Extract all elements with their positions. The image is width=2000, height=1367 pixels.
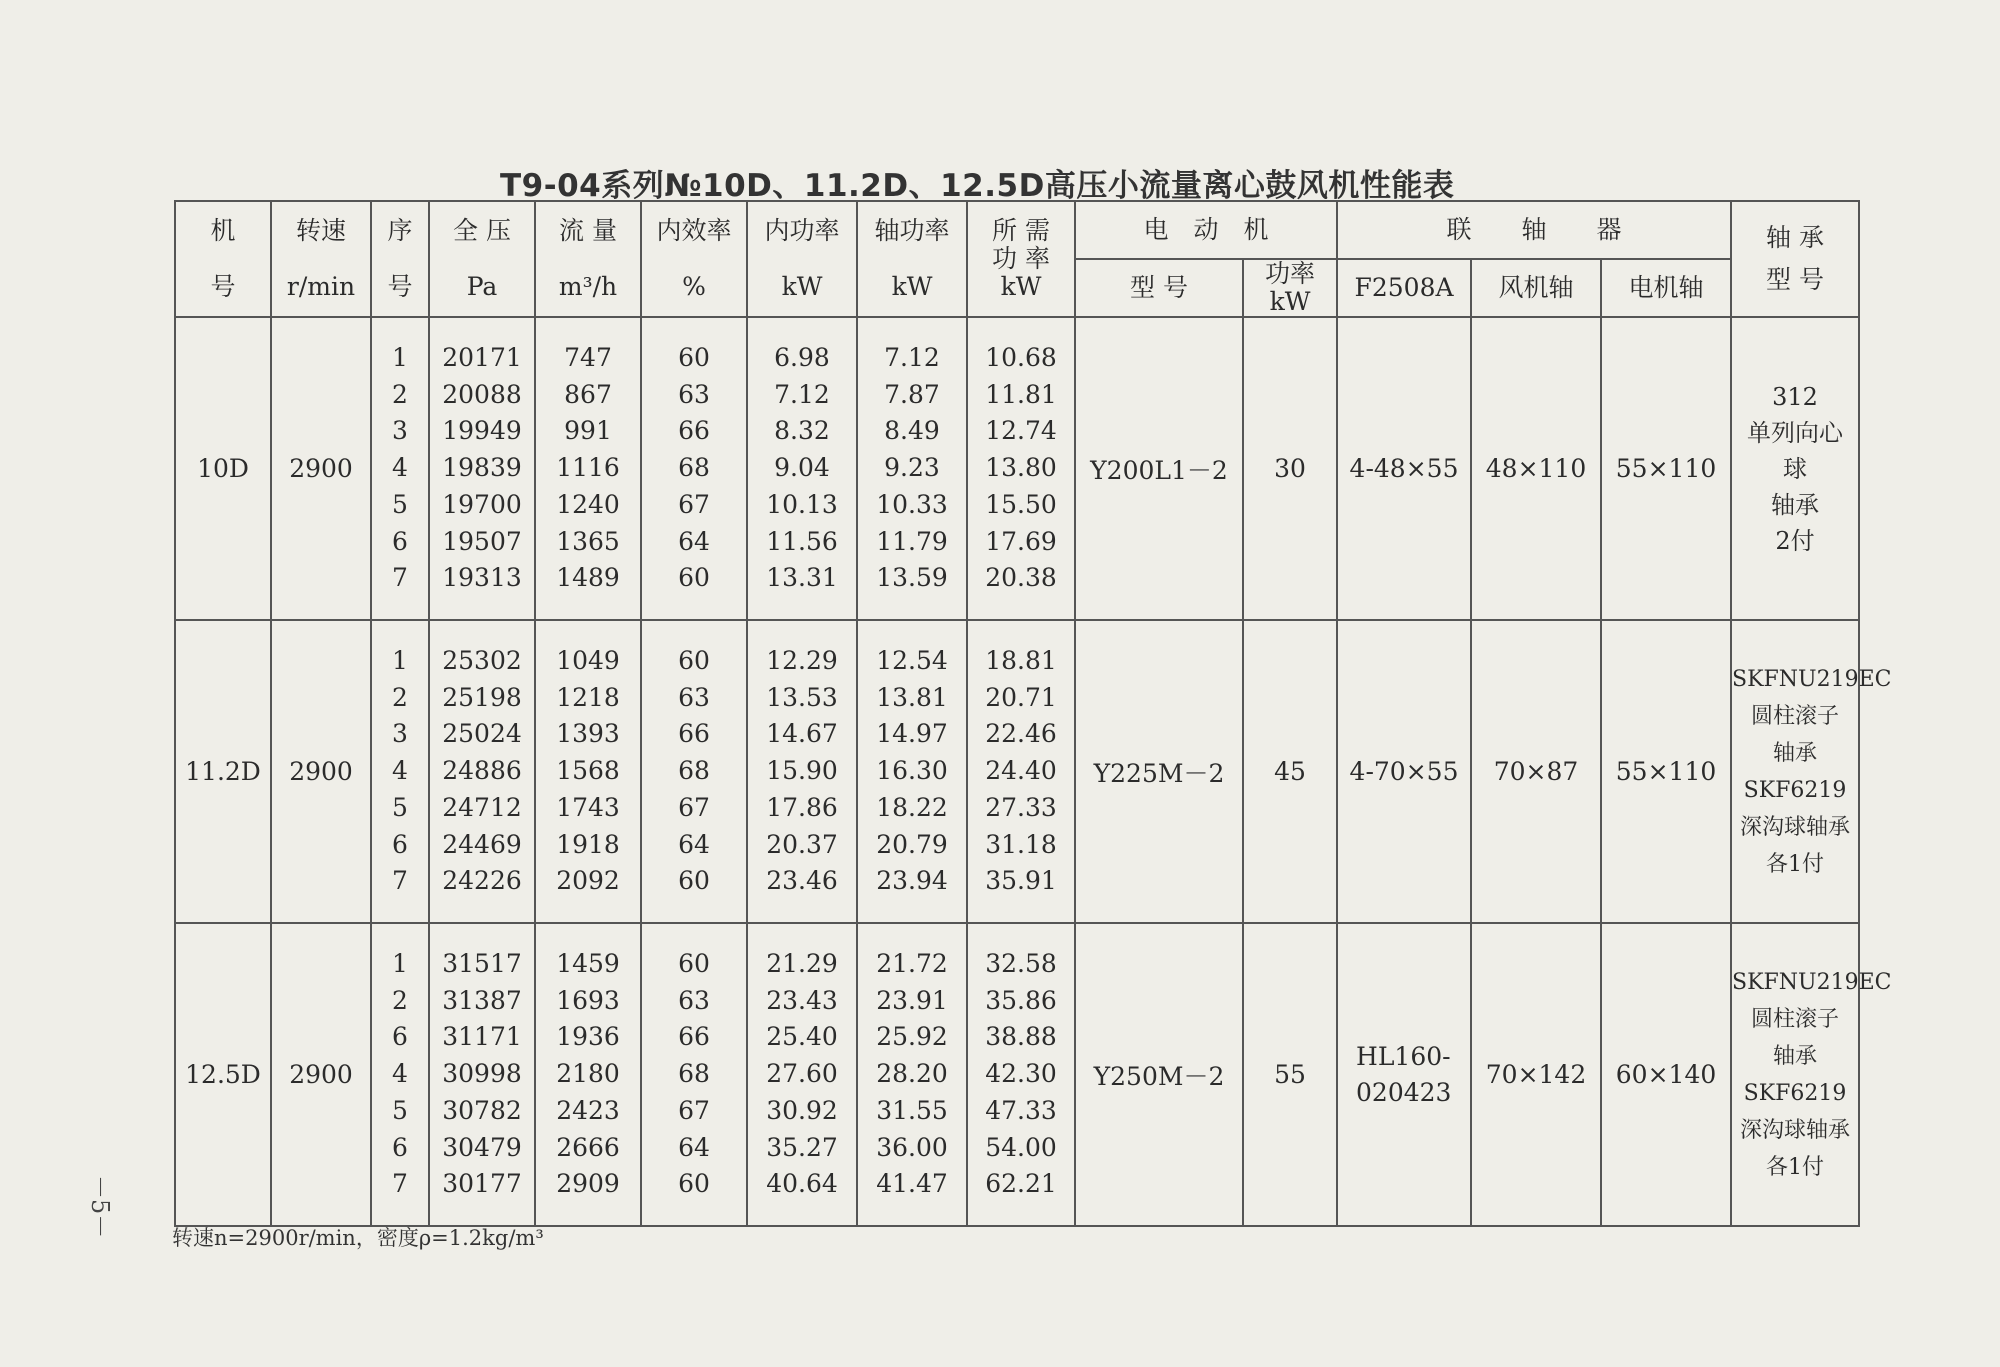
bearing-line: 各1付 <box>1766 1154 1825 1180</box>
cell-value: 62.21 <box>985 1169 1057 1199</box>
cell-value: 2092 <box>556 866 620 896</box>
cell-value: 66 <box>678 416 710 446</box>
cell-motor-power: 55 <box>1243 923 1337 1226</box>
header-required-power: 所 需 功 率 kW <box>967 201 1075 317</box>
cell-value: 9.04 <box>774 453 830 483</box>
cell-value: 10.33 <box>876 489 948 519</box>
cell-value: 25302 <box>442 645 522 675</box>
cell-value: 31.55 <box>876 1095 948 1125</box>
cell-inner-power <box>747 620 857 923</box>
cell-machine: 12.5D <box>175 923 271 1226</box>
cell-value: 11.79 <box>876 526 948 556</box>
cell-value: 23.46 <box>766 866 838 896</box>
cell-value: 13.53 <box>766 682 838 712</box>
cell-value: 15.90 <box>766 756 838 786</box>
cell-value: 6 <box>392 526 408 556</box>
cell-value: 30.92 <box>766 1095 838 1125</box>
cell-value: 12.54 <box>876 645 948 675</box>
cell-value: 64 <box>678 829 710 859</box>
cell-value: 64 <box>678 1132 710 1162</box>
header-pressure: 全 压 Pa <box>429 201 535 317</box>
cell-value: 7 <box>392 563 408 593</box>
bearing-line: SKFNU219EC <box>1732 969 1892 995</box>
cell-value: 7 <box>392 1169 408 1199</box>
cell-motor-model: Y200L1－2 <box>1075 317 1243 620</box>
cell-value: 12.74 <box>985 416 1057 446</box>
cell-value: 60 <box>678 948 710 978</box>
cell-value: 24886 <box>442 756 522 786</box>
cell-value: 35.86 <box>985 985 1057 1015</box>
cell-value: 60 <box>678 342 710 372</box>
cell-value: 68 <box>678 756 710 786</box>
cell-value: 2180 <box>556 1059 620 1089</box>
cell-inner-power <box>747 317 857 620</box>
cell-value: 25024 <box>442 719 522 749</box>
cell-value: 20.38 <box>985 563 1057 593</box>
footnote: 转速n=2900r/min，密度ρ=1.2kg/m³ <box>172 1226 544 1250</box>
page-number: －5－ <box>86 1175 114 1239</box>
cell-value: 35.27 <box>766 1132 838 1162</box>
cell-value: 42.30 <box>985 1059 1057 1089</box>
cell-shaft-power <box>857 923 967 1226</box>
header-motor-model: 型 号 <box>1075 259 1243 317</box>
bearing-line: 单列向心 <box>1747 418 1844 447</box>
cell-value: 11.56 <box>766 526 838 556</box>
cell-value: 20.79 <box>876 829 948 859</box>
cell-value: 18.81 <box>985 645 1057 675</box>
cell-inner-power <box>747 923 857 1226</box>
cell-bearing <box>1731 317 1859 620</box>
table-row <box>175 317 1859 620</box>
cell-fan-shaft: 48×110 <box>1471 317 1601 620</box>
cell-flow <box>535 620 641 923</box>
cell-value: 19949 <box>442 416 522 446</box>
cell-value: 60 <box>678 866 710 896</box>
cell-value: 36.00 <box>876 1132 948 1162</box>
cell-value: 10.68 <box>985 342 1057 372</box>
cell-value: 23.91 <box>876 985 948 1015</box>
cell-value: 5 <box>392 792 408 822</box>
bearing-line: 轴承 <box>1773 740 1818 766</box>
table-row <box>175 620 1859 923</box>
cell-value: 32.58 <box>985 948 1057 978</box>
cell-value: 60 <box>678 563 710 593</box>
cell-value: 7 <box>392 866 408 896</box>
cell-value: 68 <box>678 1059 710 1089</box>
cell-value: 14.67 <box>766 719 838 749</box>
cell-value: 20.71 <box>985 682 1057 712</box>
cell-value: 27.33 <box>985 792 1057 822</box>
cell-speed: 2900 <box>271 317 371 620</box>
cell-value: 13.80 <box>985 453 1057 483</box>
cell-value: 6 <box>392 1022 408 1052</box>
header-inner-power: 内功率 kW <box>747 201 857 317</box>
cell-motor-shaft: 55×110 <box>1601 317 1731 620</box>
cell-value: 47.33 <box>985 1095 1057 1125</box>
cell-value: 867 <box>564 379 612 409</box>
cell-value: 2 <box>392 985 408 1015</box>
cell-flow <box>535 317 641 620</box>
cell-value: 7.12 <box>884 342 940 372</box>
cell-value: 1240 <box>556 489 620 519</box>
cell-value: 1568 <box>556 756 620 786</box>
header-shaft-power: 轴功率 kW <box>857 201 967 317</box>
cell-value: 64 <box>678 526 710 556</box>
cell-value: 31387 <box>442 985 522 1015</box>
cell-speed: 2900 <box>271 923 371 1226</box>
cell-value: 747 <box>564 342 612 372</box>
header-bearing: 轴 承 型 号 <box>1731 201 1859 317</box>
cell-fan-shaft: 70×142 <box>1471 923 1601 1226</box>
cell-value: 63 <box>678 379 710 409</box>
cell-value: 25.92 <box>876 1022 948 1052</box>
cell-required-power <box>967 317 1075 620</box>
header-seq: 序 号 <box>371 201 429 317</box>
cell-value: 1218 <box>556 682 620 712</box>
cell-value: 41.47 <box>876 1169 948 1199</box>
cell-value: 1116 <box>556 453 620 483</box>
cell-required-power <box>967 923 1075 1226</box>
cell-value: 60 <box>678 645 710 675</box>
cell-value: 1936 <box>556 1022 620 1052</box>
cell-value: 991 <box>564 416 612 446</box>
cell-seq <box>371 620 429 923</box>
cell-machine: 10D <box>175 317 271 620</box>
performance-table <box>174 200 1892 1227</box>
table-row <box>175 923 1859 1226</box>
cell-value: 31.18 <box>985 829 1057 859</box>
cell-seq <box>371 923 429 1226</box>
cell-value: 2423 <box>556 1095 620 1125</box>
cell-value: 6.98 <box>774 342 830 372</box>
cell-value: 18.22 <box>876 792 948 822</box>
cell-coupling: HL160-020423 <box>1337 923 1471 1226</box>
cell-value: 24712 <box>442 792 522 822</box>
cell-machine: 11.2D <box>175 620 271 923</box>
header-speed: 转速 r/min <box>271 201 371 317</box>
cell-value: 1 <box>392 948 408 978</box>
cell-value: 19700 <box>442 489 522 519</box>
bearing-line: 312 <box>1772 382 1818 411</box>
cell-flow <box>535 923 641 1226</box>
cell-value: 5 <box>392 489 408 519</box>
cell-coupling: 4-48×55 <box>1337 317 1471 620</box>
cell-value: 19313 <box>442 563 522 593</box>
cell-value: 67 <box>678 1095 710 1125</box>
bearing-line: 2付 <box>1775 526 1815 555</box>
cell-value: 20171 <box>442 342 522 372</box>
cell-value: 24469 <box>442 829 522 859</box>
cell-value: 15.50 <box>985 489 1057 519</box>
cell-value: 60 <box>678 1169 710 1199</box>
cell-value: 19839 <box>442 453 522 483</box>
header-motor-power: 功率 kW <box>1243 259 1337 317</box>
cell-motor-shaft: 55×110 <box>1601 620 1731 923</box>
cell-shaft-power <box>857 317 967 620</box>
cell-motor-model: Y225M－2 <box>1075 620 1243 923</box>
cell-value: 31171 <box>442 1022 522 1052</box>
cell-value: 30998 <box>442 1059 522 1089</box>
header-coupling: 联 轴 器 <box>1337 201 1731 259</box>
cell-bearing <box>1731 923 1892 1226</box>
cell-efficiency <box>641 620 747 923</box>
cell-value: 6 <box>392 829 408 859</box>
cell-value: 21.29 <box>766 948 838 978</box>
cell-motor-shaft: 60×140 <box>1601 923 1731 1226</box>
cell-value: 21.72 <box>876 948 948 978</box>
cell-value: 8.32 <box>774 416 830 446</box>
cell-value: 14.97 <box>876 719 948 749</box>
cell-value: 67 <box>678 489 710 519</box>
cell-value: 12.29 <box>766 645 838 675</box>
cell-motor-power: 45 <box>1243 620 1337 923</box>
cell-value: 17.86 <box>766 792 838 822</box>
header-machine: 机 号 <box>175 201 271 317</box>
cell-value: 30782 <box>442 1095 522 1125</box>
bearing-line: 各1付 <box>1766 851 1825 877</box>
cell-value: 20.37 <box>766 829 838 859</box>
cell-value: 3 <box>392 416 408 446</box>
cell-pressure <box>429 317 535 620</box>
cell-value: 1918 <box>556 829 620 859</box>
header-fan-shaft: 风机轴 <box>1471 259 1601 317</box>
cell-value: 2666 <box>556 1132 620 1162</box>
cell-value: 1489 <box>556 563 620 593</box>
cell-value: 68 <box>678 453 710 483</box>
cell-value: 19507 <box>442 526 522 556</box>
cell-value: 10.13 <box>766 489 838 519</box>
cell-value: 4 <box>392 1059 408 1089</box>
cell-value: 4 <box>392 453 408 483</box>
cell-fan-shaft: 70×87 <box>1471 620 1601 923</box>
cell-value: 1693 <box>556 985 620 1015</box>
cell-value: 40.64 <box>766 1169 838 1199</box>
cell-value: 63 <box>678 682 710 712</box>
cell-value: 1049 <box>556 645 620 675</box>
header-motor-shaft: 电机轴 <box>1601 259 1731 317</box>
cell-value: 28.20 <box>876 1059 948 1089</box>
cell-pressure <box>429 620 535 923</box>
cell-value: 3 <box>392 719 408 749</box>
bearing-line: 球 <box>1783 454 1808 483</box>
cell-value: 4 <box>392 756 408 786</box>
cell-value: 54.00 <box>985 1132 1057 1162</box>
bearing-line: 深沟球轴承 <box>1740 1117 1851 1143</box>
bearing-line: 深沟球轴承 <box>1740 814 1851 840</box>
cell-pressure <box>429 923 535 1226</box>
bearing-line: 轴承 <box>1771 490 1820 519</box>
cell-value: 24226 <box>442 866 522 896</box>
bearing-line: SKF6219 <box>1743 1080 1847 1106</box>
cell-value: 2 <box>392 682 408 712</box>
cell-value: 13.59 <box>876 563 948 593</box>
header-efficiency: 内效率 % <box>641 201 747 317</box>
cell-efficiency <box>641 923 747 1226</box>
cell-speed: 2900 <box>271 620 371 923</box>
cell-motor-model: Y250M－2 <box>1075 923 1243 1226</box>
cell-value: 9.23 <box>884 453 940 483</box>
cell-value: 11.81 <box>985 379 1057 409</box>
bearing-line: 圆柱滚子 <box>1751 703 1840 729</box>
cell-value: 1743 <box>556 792 620 822</box>
bearing-line: 圆柱滚子 <box>1751 1006 1840 1032</box>
cell-value: 23.43 <box>766 985 838 1015</box>
cell-value: 30177 <box>442 1169 522 1199</box>
cell-value: 23.94 <box>876 866 948 896</box>
cell-value: 35.91 <box>985 866 1057 896</box>
cell-value: 1365 <box>556 526 620 556</box>
header-flow: 流 量 m³/h <box>535 201 641 317</box>
cell-value: 66 <box>678 719 710 749</box>
page-title: T9-04系列№10D、11.2D、12.5D高压小流量离心鼓风机性能表 <box>500 168 1455 204</box>
header-row-top <box>175 201 1859 259</box>
header-motor: 电 动 机 <box>1075 201 1337 259</box>
cell-efficiency <box>641 317 747 620</box>
cell-value: 6 <box>392 1132 408 1162</box>
cell-value: 2909 <box>556 1169 620 1199</box>
cell-value: 17.69 <box>985 526 1057 556</box>
cell-value: 24.40 <box>985 756 1057 786</box>
cell-value: 1 <box>392 342 408 372</box>
bearing-line: SKFNU219EC <box>1732 666 1892 692</box>
cell-value: 30479 <box>442 1132 522 1162</box>
bearing-line: SKF6219 <box>1743 777 1847 803</box>
cell-value: 5 <box>392 1095 408 1125</box>
cell-value: 63 <box>678 985 710 1015</box>
cell-value: 1393 <box>556 719 620 749</box>
cell-value: 38.88 <box>985 1022 1057 1052</box>
cell-value: 2 <box>392 379 408 409</box>
cell-value: 16.30 <box>876 756 948 786</box>
cell-bearing <box>1731 620 1892 923</box>
header-coupling-f: F2508A <box>1337 259 1471 317</box>
cell-value: 31517 <box>442 948 522 978</box>
cell-value: 13.81 <box>876 682 948 712</box>
cell-required-power <box>967 620 1075 923</box>
cell-value: 67 <box>678 792 710 822</box>
cell-value: 22.46 <box>985 719 1057 749</box>
cell-seq <box>371 317 429 620</box>
cell-value: 66 <box>678 1022 710 1052</box>
cell-value: 13.31 <box>766 563 838 593</box>
cell-value: 25198 <box>442 682 522 712</box>
cell-value: 1459 <box>556 948 620 978</box>
cell-value: 7.12 <box>774 379 830 409</box>
cell-coupling: 4-70×55 <box>1337 620 1471 923</box>
cell-value: 8.49 <box>884 416 940 446</box>
cell-value: 7.87 <box>884 379 940 409</box>
bearing-line: 轴承 <box>1773 1043 1818 1069</box>
cell-shaft-power <box>857 620 967 923</box>
cell-value: 25.40 <box>766 1022 838 1052</box>
cell-value: 20088 <box>442 379 522 409</box>
cell-value: 1 <box>392 645 408 675</box>
cell-value: 27.60 <box>766 1059 838 1089</box>
cell-motor-power: 30 <box>1243 317 1337 620</box>
